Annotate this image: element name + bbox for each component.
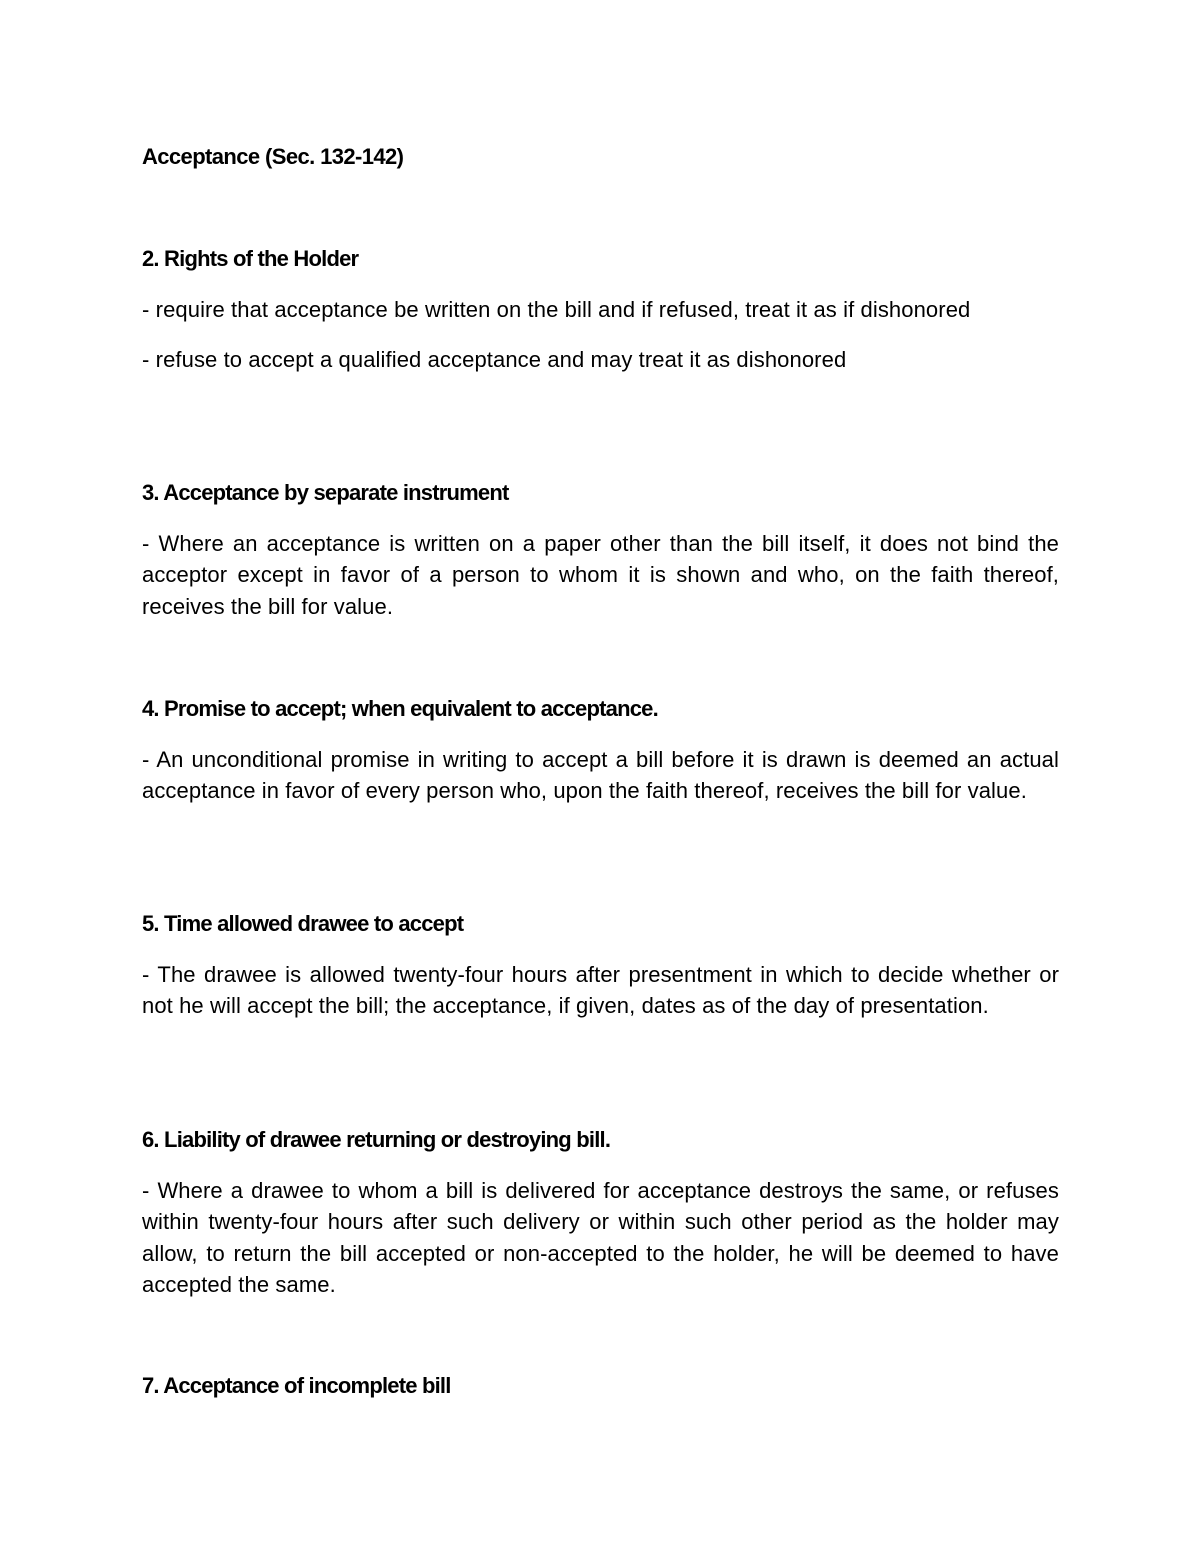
section-heading: 6. Liability of drawee returning or destroying bill. — [142, 1127, 611, 1152]
section-paragraph: - The drawee is allowed twenty-four hours after presentment in which to decide whether or not he will accept the bill; the acceptance, if given, dates as of the day of presentation. — [142, 962, 1059, 1019]
section-heading: 3. Acceptance by separate instrument — [142, 480, 509, 505]
section-heading: 7. Acceptance of incomplete bill — [142, 1373, 451, 1398]
section-paragraph: - Where an acceptance is written on a paper other than the bill itself, it does not bind the acceptor except in favor of a person to whom it is shown and who, on the faith thereof, receives the bill for value. — [142, 531, 1059, 619]
section-incomplete-bill — [142, 1371, 1059, 1401]
section-time-allowed — [142, 909, 1059, 1022]
section-separate-instrument — [142, 478, 1059, 622]
section-rights-of-holder — [142, 244, 1059, 376]
section-paragraph: - refuse to accept a qualified acceptance and may treat it as dishonored — [142, 347, 847, 373]
section-paragraph: - An unconditional promise in writing to accept a bill before it is drawn is deemed an actual acceptance in favor of every person who, upon the faith thereof, receives the bill for value. — [142, 747, 1059, 804]
document-title: Acceptance (Sec. 132-142) — [142, 144, 404, 169]
section-liability-of-drawee — [142, 1125, 1059, 1301]
section-paragraph: - Where a drawee to whom a bill is delivered for acceptance destroys the same, or refuses within twenty-four hours after such delivery or within such other period as the holder may allow, to return the bill accepted or non-accepted to the holder, he will be deemed to have accepted the same. — [142, 1178, 1059, 1298]
section-heading: 2. Rights of the Holder — [142, 246, 359, 271]
section-heading: 5. Time allowed drawee to accept — [142, 911, 464, 936]
section-heading: 4. Promise to accept; when equivalent to acceptance. — [142, 696, 658, 721]
section-promise-to-accept — [142, 694, 1059, 807]
section-paragraph: - require that acceptance be written on the bill and if refused, treat it as if dishonored — [142, 297, 971, 322]
